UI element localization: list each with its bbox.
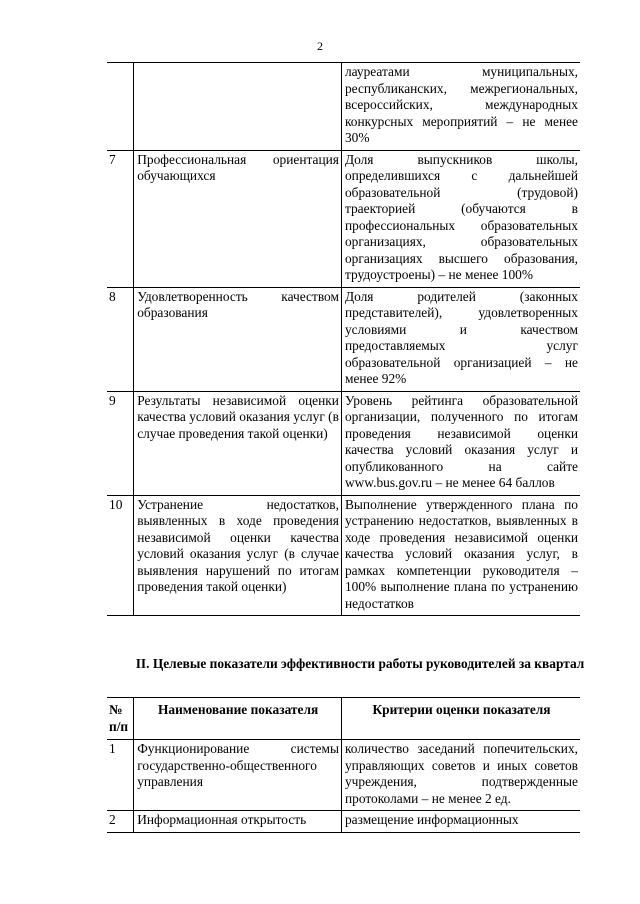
column-header-criteria: Критерии оценки показателя (341, 698, 580, 740)
row-number: 9 (107, 391, 134, 495)
table-row (107, 495, 580, 616)
indicator-name: Профессиональная ориентация обучающихся (134, 150, 342, 287)
indicator-criteria: Выполнение утвержденного плана по устранению недостатков, выявленных в ходе проведения независимой оценки качества условий оказания услуг, в рамках компетенции руководителя – 100% выполнение плана по устранению недостатков (341, 495, 580, 616)
indicator-criteria: Уровень рейтинга образовательной организации, полученного по итогам проведения независимой оценки качества условий оказания услуг и опубликованного на сайте www.bus.gov.ru – не менее 64 баллов (341, 391, 580, 495)
table-header-row (107, 698, 580, 740)
indicator-criteria: Доля родителей (законных представителей), удовлетворенных условиями и качеством предоставляемых услуг образовательной организацией – не менее 92% (341, 287, 580, 391)
row-number: 1 (107, 740, 134, 811)
page-number: 2 (317, 39, 323, 53)
indicator-criteria: размещение информационных (341, 811, 580, 833)
indicator-name: Результаты независимой оценки качества условий оказания услуг (в случае проведения такой оценки) (134, 391, 342, 495)
row-number: 8 (107, 287, 134, 391)
table-row (107, 811, 580, 833)
quarterly-kpi-table (107, 697, 580, 833)
table-row (107, 391, 580, 495)
indicator-name: Функционирование системы государственно-общественного управления (134, 740, 342, 811)
column-header-number: № п/п (107, 698, 134, 740)
row-number: 10 (107, 495, 134, 616)
indicator-name (134, 63, 342, 151)
table-row (107, 287, 580, 391)
row-number: 2 (107, 811, 134, 833)
kpi-table-continued (107, 62, 580, 616)
section-heading: II. Целевые показатели эффективности работы руководителей за квартал (135, 656, 585, 671)
row-number: 7 (107, 150, 134, 287)
indicator-name: Устранение недостатков, выявленных в ходе проведения независимой оценки качества условий оказания услуг (в случае выявления нарушений по итогам проведения такой оценки) (134, 495, 342, 616)
indicator-name: Информационная открытость (134, 811, 342, 833)
indicator-name: Удовлетворенность качеством образования (134, 287, 342, 391)
table-row (107, 740, 580, 811)
table-row (107, 63, 580, 151)
column-header-name: Наименование показателя (134, 698, 342, 740)
indicator-criteria: количество заседаний попечительских, управляющих советов и иных советов учреждения, подтвержденные протоколами – не менее 2 ед. (341, 740, 580, 811)
table-row (107, 150, 580, 287)
row-number (107, 63, 134, 151)
indicator-criteria: Доля выпускников школы, определившихся с дальнейшей образовательной (трудовой) траекторией (обучаются в профессиональных образовательных организациях, образовательных организациях высшего образования, трудоустроены) – не менее 100% (341, 150, 580, 287)
indicator-criteria: лауреатами муниципальных, республиканских, межрегиональных, всероссийских, международных конкурсных мероприятий – не менее 30% (341, 63, 580, 151)
